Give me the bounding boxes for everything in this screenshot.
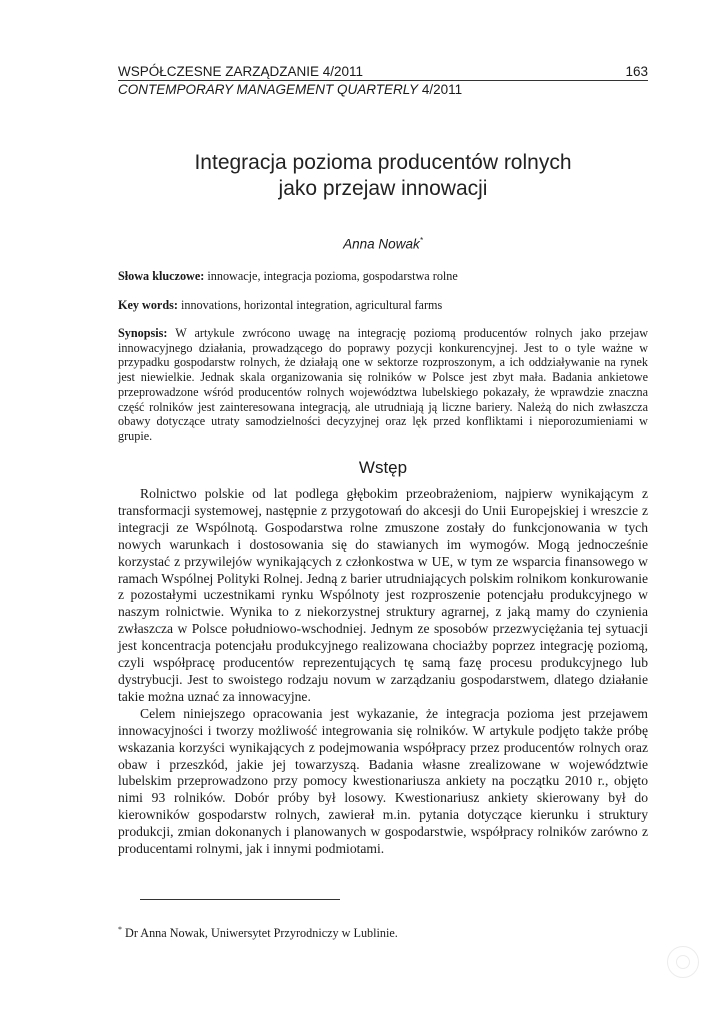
journal-title-en-issue: 4/2011: [418, 82, 463, 97]
paragraph: Rolnictwo polskie od lat podlega głębokim przeobrażeniom, najpierw wynikającym z transformacji systemowej, następnie z przygotowań do akcesji do Unii Europejskiej i wreszcie z integracji ze Wspólnotą. Gospodarstwa rolne zmuszone zostały do funkcjonowania w tych nowych warunkach i dostosowania się do stawianych im wymogów. Mogą jednocześnie korzystać z przywilejów wynikających z członkostwa w UE, w tym ze wsparcia finansowego w ramach Wspólnej Polityki Rolnej. Jedną z barier utrudniających polskim rolnikom konkurowanie z pozostałymi uczestnikami rynku Wspólnoty jest rozproszenie potencjału produkcyjnego w naszym rolnictwie. Wynika to z niekorzystnej struktury agrarnej, z jaką mamy do czynienia zwłaszcza w Polsce południowo-wschodniej. Jednym ze sposobów przezwyciężania tej sytuacji jest koncentracja potencjału produkcyjnego realizowana chociażby poprzez integrację poziomą, czyli współpracę producentów reprezentujących tę samą fazę procesu produkcyjnego lub dystrybucji. Jest to swoistego rodzaju novum w zarządzaniu gospodarstwem, dlatego działanie takie można uznać za innowacyjne.: [118, 486, 648, 704]
footnote-text: Dr Anna Nowak, Uniwersytet Przyrodniczy w Lublinie.: [122, 926, 398, 941]
journal-title-en-name: CONTEMPORARY MANAGEMENT QUARTERLY: [118, 82, 419, 97]
body-text: [118, 486, 648, 858]
journal-title-pl: WSPÓŁCZESNE ZARZĄDZANIE 4/2011: [118, 64, 364, 79]
page-number: 163: [625, 64, 648, 79]
synopsis: [118, 326, 648, 444]
keywords-pl-text: innowacje, integracja pozioma, gospodarstwa rolne: [204, 269, 458, 283]
section-heading: Wstęp: [358, 458, 408, 477]
keywords-en-label: Key words:: [118, 298, 178, 312]
header-row: [118, 63, 648, 80]
footnote-mark: *: [118, 925, 122, 934]
author: [118, 236, 648, 252]
footnote: [118, 925, 648, 941]
paragraph: Celem niniejszego opracowania jest wykazanie, że integracja pozioma jest przejawem innowacyjności i tworzy możliwość integrowania się rolników. W artykule podjęto także próbę wskazania korzyści wynikających z podejmowania współpracy przez producentów rolnych oraz obaw i przeszkód, jakie jej towarzyszą. Badania własne zrealizowane w województwie lubelskim przeprowadzono przy pomocy kwestionariusza ankiety na początku 2010 r., objęto nimi 93 rolników. Dobór próby był losowy. Kwestionariusz ankiety skierowany był do kierowników gospodarstw rolnych, zawierał m.in. pytania dotyczące kierunku i struktury produkcji, zmian dokonanych i planowanych w gospodarstwie, współpracy rolników zarówno z producentami rolnymi, jak i innymi podmiotami.: [118, 705, 648, 857]
article-title: [118, 150, 648, 202]
author-name: Anna Nowak: [343, 236, 420, 252]
article-title-line1: Integracja pozioma producentów rolnych: [194, 151, 572, 174]
running-header: [118, 63, 648, 98]
watermark-seal-icon: [667, 946, 699, 978]
footnote-rule: [140, 899, 340, 900]
synopsis-label: Synopsis:: [118, 326, 168, 340]
article-title-line2: jako przejaw innowacji: [278, 177, 488, 200]
keywords-en-text: innovations, horizontal integration, agricultural farms: [177, 298, 443, 312]
keywords-en: [118, 297, 648, 313]
journal-title-en: [118, 80, 648, 98]
keywords-pl-label: Słowa kluczowe:: [118, 269, 205, 283]
author-footnote-mark: *: [419, 236, 423, 245]
synopsis-text: W artykule zwrócono uwagę na integrację poziomą producentów rolnych jako przejaw innowacyjnego działania, prowadzącego do poprawy pozycji konkurencyjnej. Jest to o tyle ważne w przypadku gospodarstw rolnych, że działają one w sektorze rozproszonym, a ich oddziaływanie na rynek jest niewielkie. Jednak skala organizowania się rolników w Polsce jest zbyt mała. Badania ankietowe przeprowadzone wśród producentów rolnych województwa lubelskiego pokazały, że wprawdzie znaczna część rolników jest zainteresowana integracją, ale utrudniają ją liczne bariery. Należą do nich zwłaszcza obawy dotyczące utraty samodzielności decyzyjnej oraz lęk przed konfliktami i nieporozumieniami w grupie.: [118, 326, 648, 443]
keywords-pl: [118, 268, 648, 284]
